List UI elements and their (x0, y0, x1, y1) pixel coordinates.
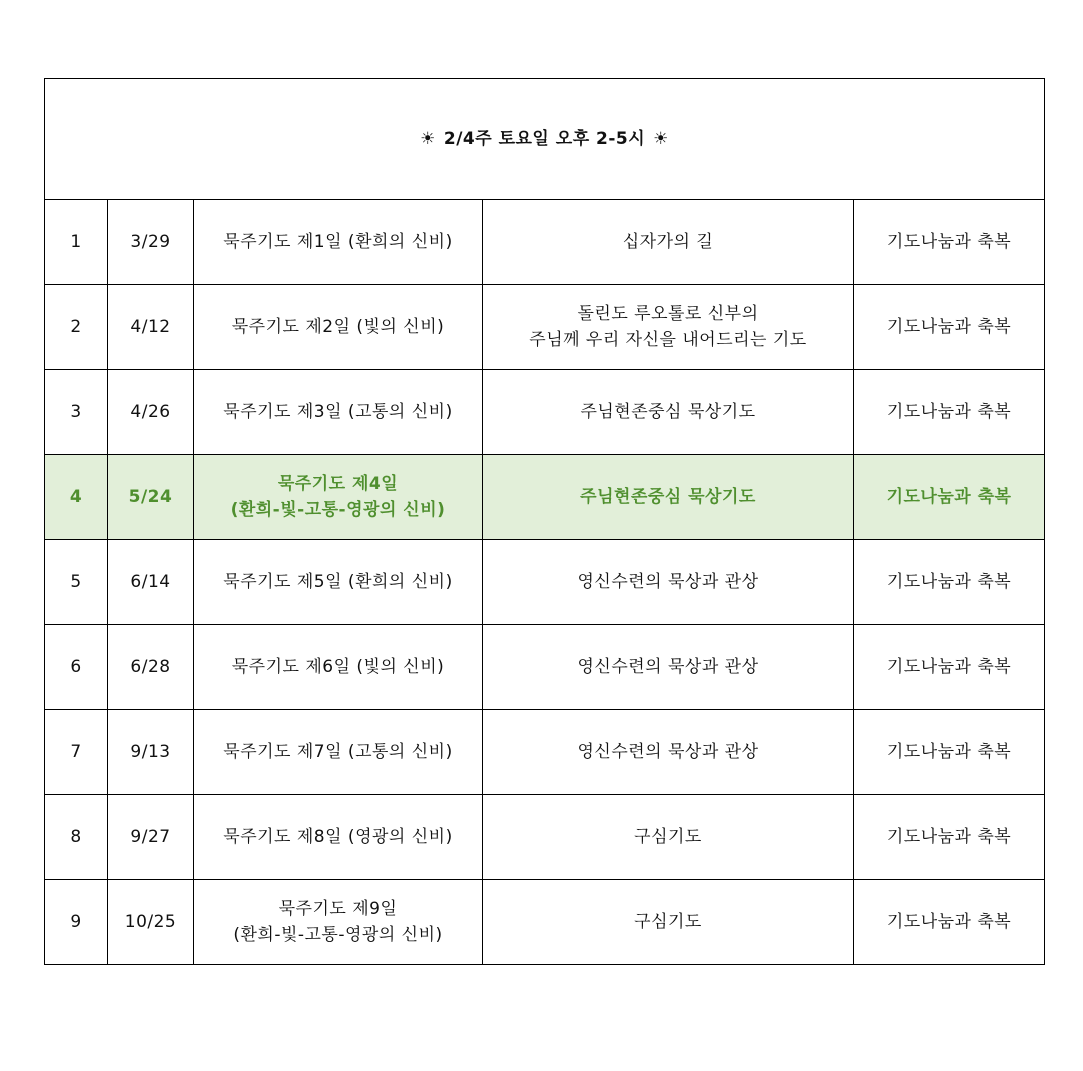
closing-cell: 기도나눔과 축복 (854, 625, 1045, 710)
rosary-line: 묵주기도 제3일 (고통의 신비) (223, 402, 453, 422)
program-cell (483, 795, 854, 880)
rosary-line: 묵주기도 제9일 (278, 899, 398, 919)
program-line: 주님께 우리 자신을 내어드리는 기도 (529, 330, 807, 350)
closing-cell: 기도나눔과 축복 (854, 710, 1045, 795)
table-row (45, 795, 1045, 880)
program-line: 영신수련의 묵상과 관상 (577, 657, 759, 677)
program-line: 영신수련의 묵상과 관상 (577, 572, 759, 592)
session-number: 3 (45, 370, 108, 455)
rosary-line: 묵주기도 제4일 (277, 474, 399, 494)
rosary-line: 묵주기도 제8일 (영광의 신비) (223, 827, 453, 847)
session-date: 9/13 (108, 710, 194, 795)
session-date: 6/14 (108, 540, 194, 625)
session-number: 6 (45, 625, 108, 710)
program-line: 주님현존중심 묵상기도 (580, 487, 756, 507)
program-line: 주님현존중심 묵상기도 (580, 402, 756, 422)
table-row (45, 200, 1045, 285)
session-number: 2 (45, 285, 108, 370)
program-cell (483, 625, 854, 710)
rosary-line: 묵주기도 제1일 (환희의 신비) (223, 232, 453, 252)
title-row (45, 79, 1045, 200)
program-cell (483, 540, 854, 625)
rosary-cell (194, 710, 483, 795)
rosary-cell (194, 370, 483, 455)
session-number: 5 (45, 540, 108, 625)
sun-icon: ☀ (653, 129, 669, 149)
rosary-cell (194, 455, 483, 540)
session-date: 4/12 (108, 285, 194, 370)
rosary-cell (194, 540, 483, 625)
table-row (45, 540, 1045, 625)
session-date: 5/24 (108, 455, 194, 540)
session-number: 1 (45, 200, 108, 285)
table-row (45, 880, 1045, 965)
table-row (45, 625, 1045, 710)
rosary-line: 묵주기도 제6일 (빛의 신비) (231, 657, 445, 677)
rosary-cell (194, 625, 483, 710)
rosary-line: (환희-빛-고통-영광의 신비) (233, 925, 443, 945)
closing-cell: 기도나눔과 축복 (854, 795, 1045, 880)
program-cell (483, 370, 854, 455)
schedule-title (45, 79, 1045, 200)
session-date: 10/25 (108, 880, 194, 965)
program-cell (483, 200, 854, 285)
closing-cell: 기도나눔과 축복 (854, 880, 1045, 965)
rosary-cell (194, 200, 483, 285)
program-line: 영신수련의 묵상과 관상 (577, 742, 759, 762)
rosary-line: 묵주기도 제2일 (빛의 신비) (231, 317, 445, 337)
session-number: 8 (45, 795, 108, 880)
table-row (45, 710, 1045, 795)
program-line: 구심기도 (634, 912, 702, 932)
session-date: 4/26 (108, 370, 194, 455)
title-text: 2/4주 토요일 오후 2-5시 (443, 129, 646, 149)
closing-cell: 기도나눔과 축복 (854, 540, 1045, 625)
program-line: 구심기도 (634, 827, 702, 847)
closing-cell: 기도나눔과 축복 (854, 285, 1045, 370)
session-number: 7 (45, 710, 108, 795)
schedule-body (45, 79, 1045, 965)
rosary-cell (194, 880, 483, 965)
program-line: 십자가의 길 (622, 232, 714, 252)
program-line: 돌린도 루오톨로 신부의 (577, 304, 759, 324)
rosary-line: (환희-빛-고통-영광의 신비) (230, 500, 446, 520)
session-number: 9 (45, 880, 108, 965)
closing-cell: 기도나눔과 축복 (854, 200, 1045, 285)
table-row (45, 370, 1045, 455)
program-cell (483, 285, 854, 370)
session-date: 9/27 (108, 795, 194, 880)
program-cell (483, 880, 854, 965)
rosary-cell (194, 285, 483, 370)
schedule-table (44, 78, 1045, 965)
session-number: 4 (45, 455, 108, 540)
session-date: 6/28 (108, 625, 194, 710)
program-cell (483, 710, 854, 795)
closing-cell: 기도나눔과 축복 (854, 370, 1045, 455)
rosary-line: 묵주기도 제5일 (환희의 신비) (223, 572, 453, 592)
session-date: 3/29 (108, 200, 194, 285)
table-row (45, 285, 1045, 370)
sun-icon: ☀ (420, 129, 436, 149)
program-cell (483, 455, 854, 540)
table-row (45, 455, 1045, 540)
rosary-line: 묵주기도 제7일 (고통의 신비) (223, 742, 453, 762)
closing-cell: 기도나눔과 축복 (854, 455, 1045, 540)
rosary-cell (194, 795, 483, 880)
